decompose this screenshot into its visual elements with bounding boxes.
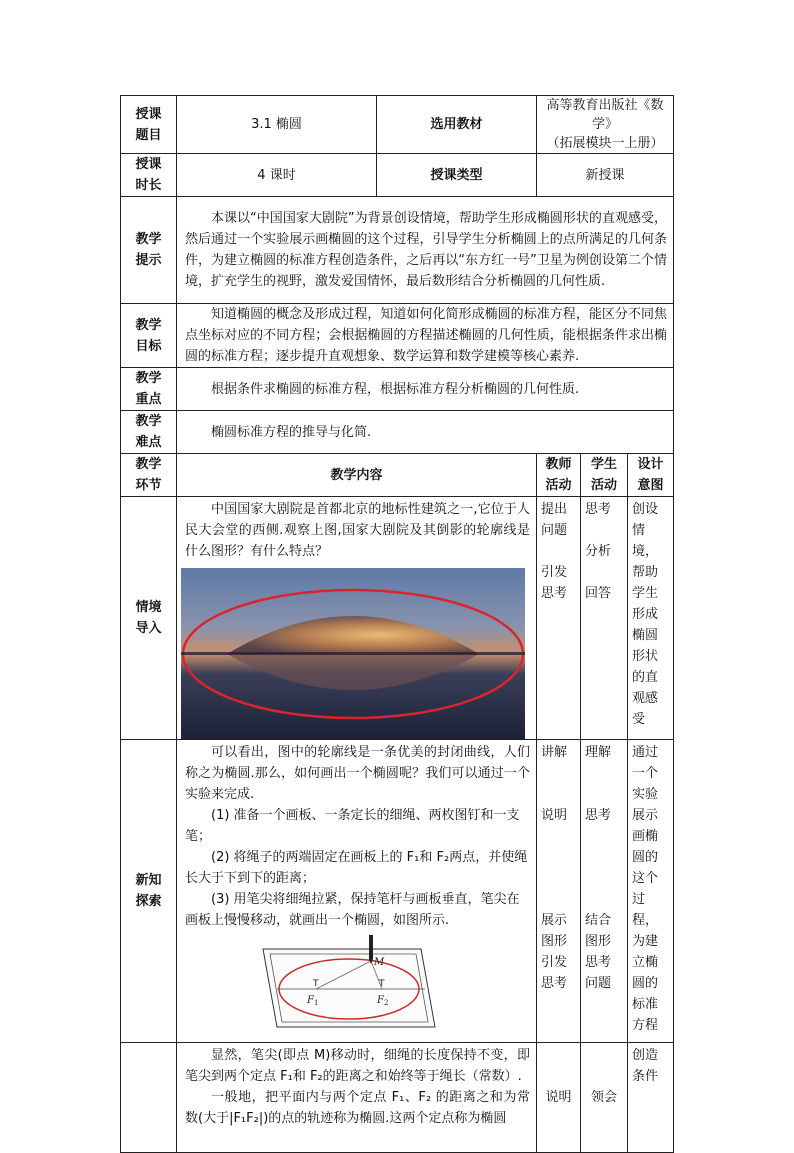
type-value: 新授课 — [537, 154, 674, 197]
condition-design-2: 条件 — [632, 1069, 659, 1084]
label-m: M — [374, 957, 385, 968]
column-header-row — [121, 454, 674, 497]
label-f2-sub: 2 — [384, 999, 389, 1007]
explore-student-gap1 — [585, 763, 623, 784]
explore-step2: (2) 将绳子的两端固定在画板上的 F₁和 F₂两点，并使绳长大于下到下的距离； — [185, 850, 528, 886]
goals-label-line2: 目标 — [135, 338, 162, 354]
label-f1: F — [307, 995, 314, 1006]
hints-cell — [177, 197, 674, 304]
col-stage-line1: 教学 — [135, 457, 162, 472]
intro-student-1: 思考 — [585, 502, 612, 517]
condition-teacher: 说明 — [537, 1043, 581, 1153]
hints-label-line2: 提示 — [135, 253, 162, 268]
goals-row — [121, 304, 674, 368]
intro-design-text: 创设情境，帮助学生形成椭圆形状的直观感受 — [632, 502, 659, 727]
lesson-plan-table — [120, 95, 674, 1153]
type-label: 授课类型 — [377, 154, 537, 197]
goals-label-line1: 教学 — [135, 317, 162, 333]
explore-student-5: 思考 — [585, 955, 612, 970]
intro-teacher-4: 思考 — [541, 586, 568, 601]
duration-value: 4 课时 — [177, 154, 377, 197]
intro-stage-line1: 情境 — [135, 600, 162, 615]
explore-stage-line1: 新知 — [135, 873, 162, 888]
explore-stage-line2: 探索 — [135, 894, 162, 909]
condition-stage — [121, 1043, 177, 1153]
explore-student-2: 思考 — [585, 808, 612, 823]
explore-teacher-gap1 — [541, 763, 576, 784]
opera-house-photo — [181, 568, 525, 739]
explore-teacher — [537, 740, 581, 1043]
textbook-value — [537, 96, 674, 154]
hints-row — [121, 197, 674, 304]
intro-teacher-2: 问题 — [541, 523, 568, 538]
condition-design — [628, 1043, 674, 1153]
intro-stage — [121, 497, 177, 740]
difficulty-label-line2: 难点 — [135, 435, 162, 450]
explore-teacher-6: 思考 — [541, 976, 568, 991]
condition-text1: 显然，笔尖(即点 M)移动时，细绳的长度保持不变，即笔尖到两个定点 F₁和 F₂的距离之和始终等于绳长（常数）. — [185, 1048, 530, 1084]
col-design — [628, 454, 674, 497]
duration-row — [121, 154, 674, 197]
key-points-cell — [177, 368, 674, 411]
col-teacher — [537, 454, 581, 497]
difficulty-label — [121, 411, 177, 454]
intro-student-2: 分析 — [585, 544, 612, 559]
label-f2: F — [377, 995, 384, 1006]
explore-student-gap2 — [585, 784, 623, 805]
difficulty-cell — [177, 411, 674, 454]
topic-row — [121, 96, 674, 154]
explore-teacher-5: 引发 — [541, 955, 568, 970]
topic-label-line1: 授课 — [135, 106, 162, 122]
explore-step3: (3) 用笔尖将细绳拉紧，保持笔杆与画板垂直，笔尖在画板上慢慢移动，就画出一个椭圆，如图所示. — [185, 892, 520, 928]
hints-label — [121, 197, 177, 304]
explore-stage — [121, 740, 177, 1043]
intro-row — [121, 497, 674, 740]
key-points-label-line1: 教学 — [135, 371, 162, 386]
col-student-line2: 活动 — [590, 478, 617, 493]
explore-intro: 可以看出，图中的轮廓线是一条优美的封闭曲线，人们称之为椭圆.那么，如何画出一个椭圆呢？我们可以通过一个实验来完成. — [185, 745, 530, 802]
col-student — [581, 454, 628, 497]
duration-label-line2: 时长 — [135, 178, 162, 193]
duration-label-line1: 授课 — [135, 157, 162, 172]
difficulty-label-line1: 教学 — [135, 414, 162, 429]
intro-teacher-gap — [541, 541, 576, 562]
ellipse-diagram — [253, 935, 443, 1037]
intro-design — [628, 497, 674, 740]
goals-text: 知道椭圆的概念及形成过程，知道如何化简形成椭圆的标准方程，能区分不同焦点坐标对应的不同方程；会根据椭圆的方程描述椭圆的几何性质，能根据条件求出椭圆的标准方程；逐步提升直观想象、数学运算和数学建模等核心素养. — [185, 307, 668, 364]
intro-stage-line2: 导入 — [135, 621, 162, 636]
difficulty-text: 椭圆标准方程的推导与化简. — [211, 424, 372, 440]
condition-text2: 一般地，把平面内与两个定点 F₁、F₂ 的距离之和为常数(大于|F₁F₂|)的点的轨迹称为椭圆.这两个定点称为椭圆 — [185, 1090, 530, 1126]
col-teacher-line2: 活动 — [545, 478, 572, 493]
key-points-row — [121, 368, 674, 411]
explore-row — [121, 740, 674, 1043]
intro-student-gap2 — [585, 562, 623, 583]
explore-student-6: 问题 — [585, 976, 612, 991]
explore-steps — [177, 805, 536, 931]
col-content: 教学内容 — [177, 454, 537, 497]
intro-text: 中国国家大剧院是首都北京的地标性建筑之一,它位于人民大会堂的西侧.观察上图,国家大剧院及其倒影的轮廓线是什么图形？有什么特点？ — [185, 502, 530, 559]
col-stage-line2: 环节 — [135, 478, 162, 493]
hints-label-line1: 教学 — [135, 232, 162, 247]
intro-content — [177, 497, 537, 740]
label-f1-sub: 1 — [314, 999, 319, 1007]
explore-design-text: 通过一个实验展示画椭圆的这个过程，为建立椭圆的标准方程 — [632, 745, 659, 1033]
hints-text: 本课以“中国国家大剧院”为背景创设情境，帮助学生形成椭圆形状的直观感受，然后通过一个实验展示画椭圆的这个过程，引导学生分析椭圆上的点所满足的几何条件，为建立椭圆的标准方程创造条件，之后再以“东方红一号”卫星为例创设第二个情境，扩充学生的视野，激发爱国情怀，最后数形结合分析椭圆的几何性质. — [185, 211, 668, 289]
intro-student-gap1 — [585, 520, 623, 541]
goals-label — [121, 304, 177, 368]
explore-teacher-3: 展示 — [541, 913, 568, 928]
svg-text:T: T — [379, 979, 385, 989]
col-design-line2: 意图 — [637, 478, 664, 493]
key-points-label-line2: 重点 — [135, 392, 162, 407]
explore-student-1: 理解 — [585, 745, 612, 760]
col-design-line1: 设计 — [637, 457, 664, 472]
explore-student-4: 图形 — [585, 934, 612, 949]
topic-label-line2: 题目 — [135, 127, 162, 143]
goals-cell — [177, 304, 674, 368]
svg-text:T: T — [313, 979, 319, 989]
key-points-text: 根据条件求椭圆的标准方程，根据标准方程分析椭圆的几何性质. — [211, 381, 580, 397]
condition-design-1: 创造 — [632, 1048, 659, 1063]
intro-student-3: 回答 — [585, 586, 612, 601]
condition-content — [177, 1043, 537, 1153]
textbook-label: 选用教材 — [377, 96, 537, 154]
condition-row — [121, 1043, 674, 1153]
duration-label — [121, 154, 177, 197]
explore-teacher-4: 图形 — [541, 934, 568, 949]
intro-student — [581, 497, 628, 740]
explore-teacher-2: 说明 — [541, 808, 568, 823]
intro-teacher-1: 提出 — [541, 502, 568, 517]
explore-student — [581, 740, 628, 1043]
explore-teacher-gap2 — [541, 784, 576, 805]
col-teacher-line1: 教师 — [545, 457, 572, 472]
explore-student-3: 结合 — [585, 913, 612, 928]
topic-value: 3.1 椭圆 — [177, 96, 377, 154]
explore-design — [628, 740, 674, 1043]
intro-teacher — [537, 497, 581, 740]
difficulty-row — [121, 411, 674, 454]
intro-teacher-3: 引发 — [541, 565, 568, 580]
col-stage — [121, 454, 177, 497]
topic-label — [121, 96, 177, 154]
explore-step1: (1) 准备一个画板、一条定长的细绳、两枚图钉和一支笔； — [185, 808, 520, 844]
explore-teacher-1: 讲解 — [541, 745, 568, 760]
explore-content — [177, 740, 537, 1043]
textbook-line2: （拓展模块一上册） — [546, 136, 664, 151]
textbook-line1: 高等教育出版社《数学》 — [546, 98, 664, 132]
key-points-label — [121, 368, 177, 411]
condition-student: 领会 — [581, 1043, 628, 1153]
col-student-line1: 学生 — [590, 457, 617, 472]
